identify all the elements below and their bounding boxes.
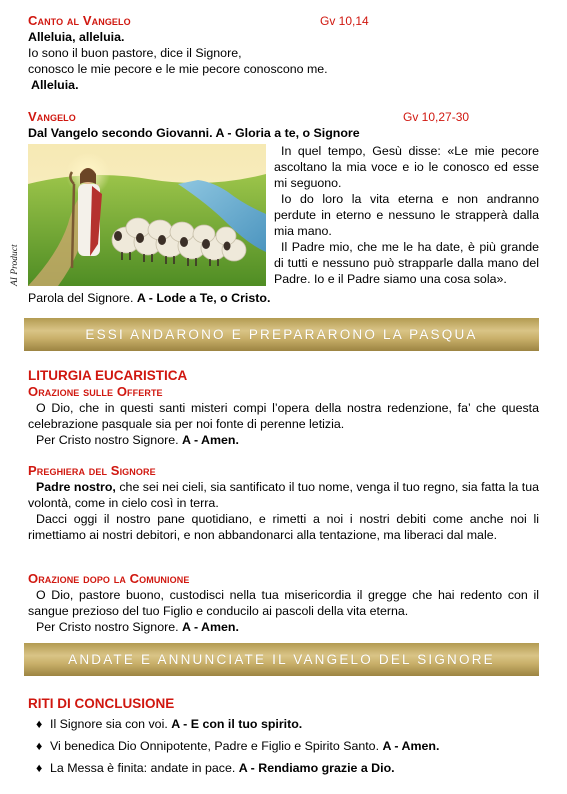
offerte-response: A - Amen. bbox=[182, 433, 239, 447]
image-caption: AI Product bbox=[10, 244, 20, 286]
riti-heading: RITI DI CONCLUSIONE bbox=[28, 696, 175, 711]
preghiera-body-1: che sei nei cieli, sia santificato il tuo nome, venga il tuo regno, sia fatta la tua volontà, come in cielo così in terra. bbox=[28, 480, 539, 510]
vangelo-intro: Dal Vangelo secondo Giovanni. A - Gloria a te, o Signore bbox=[28, 126, 360, 140]
canto-line-2: Io sono il buon pastore, dice il Signore, bbox=[28, 46, 242, 60]
riti-item-2 bbox=[36, 738, 439, 754]
canto-line-4: Alleluia. bbox=[31, 78, 79, 92]
vangelo-paragraph-2: Io do loro la vita eterna e non andranno perdute in eterno e nessuno le strapperà dalla mia mano. bbox=[274, 192, 539, 238]
comunione-closing bbox=[36, 619, 239, 635]
riti-item-3-response: A - Rendiamo grazie a Dio. bbox=[238, 761, 395, 775]
preghiera-start: Padre nostro, bbox=[36, 480, 116, 494]
riti-item-1 bbox=[36, 716, 302, 732]
canto-title: Canto al Vangelo bbox=[28, 13, 131, 28]
comunione-closing-text: Per Cristo nostro Signore. bbox=[36, 620, 179, 634]
shepherd-image bbox=[28, 144, 266, 286]
offerte-closing bbox=[36, 432, 239, 448]
section-band-pasqua: ESSI ANDARONO E PREPARARONO LA PASQUA bbox=[24, 318, 539, 351]
riti-item-2-text: Vi benedica Dio Onnipotente, Padre e Figlio e Spirito Santo. bbox=[50, 739, 380, 753]
riti-item-3-text: La Messa è finita: andate in pace. bbox=[50, 761, 236, 775]
offerte-title: Orazione sulle Offerte bbox=[28, 384, 163, 399]
vangelo-paragraph-1: In quel tempo, Gesù disse: «Le mie pecore ascoltano la mia voce e io le conosco ed esse mi seguono. bbox=[274, 144, 539, 190]
vangelo-paragraph-3: Il Padre mio, che me le ha date, è più grande di tutti e nessuno può strapparle dalla mano del Padre. Io e il Padre siamo una cosa sola». bbox=[274, 240, 539, 286]
vangelo-closing-text: Parola del Signore. bbox=[28, 291, 134, 305]
preghiera-text-2: Dacci oggi il nostro pane quotidiano, e rimetti a noi i nostri debiti come anche noi li rimettiamo ai nostri debitori, e non abbandonarci alla tentazione, ma liberaci dal male. bbox=[28, 512, 539, 542]
canto-line-1: Alleluia, alleluia. bbox=[28, 30, 125, 44]
canto-line-3: conosco le mie pecore e le mie pecore conoscono me. bbox=[28, 62, 328, 76]
comunione-text: O Dio, pastore buono, custodisci nella tua misericordia il gregge che hai redento con il sangue prezioso del tuo Figlio e conducilo ai pascoli della vita eterna. bbox=[28, 588, 539, 618]
offerte-closing-text: Per Cristo nostro Signore. bbox=[36, 433, 179, 447]
canto-ref: Gv 10,14 bbox=[320, 14, 369, 28]
vangelo-title: Vangelo bbox=[28, 109, 76, 124]
comunione-response: A - Amen. bbox=[182, 620, 239, 634]
riti-item-1-text: Il Signore sia con voi. bbox=[50, 717, 168, 731]
riti-item-2-response: A - Amen. bbox=[382, 739, 440, 753]
preghiera-title: Preghiera del Signore bbox=[28, 463, 156, 478]
comunione-title: Orazione dopo la Comunione bbox=[28, 571, 190, 586]
vangelo-closing-response: A - Lode a Te, o Cristo. bbox=[136, 291, 271, 305]
section-band-vangelo: ANDATE E ANNUNCIATE IL VANGELO DEL SIGNORE bbox=[24, 643, 539, 676]
image-caption-anchor bbox=[10, 244, 24, 287]
riti-item-3 bbox=[36, 760, 395, 776]
riti-item-1-response: A - E con il tuo spirito. bbox=[171, 717, 303, 731]
offerte-text: O Dio, che in questi santi misteri compi l’opera della nostra redenzione, fa’ che questa celebrazione pasquale sia per noi fonte di perenne letizia. bbox=[28, 401, 539, 431]
diamond-bullet-icon: ♦ bbox=[36, 761, 43, 775]
vangelo-ref: Gv 10,27-30 bbox=[403, 110, 470, 124]
liturgia-heading: LITURGIA EUCARISTICA bbox=[28, 368, 188, 383]
preghiera-text-1 bbox=[28, 479, 539, 511]
vangelo-closing bbox=[28, 290, 270, 306]
diamond-bullet-icon: ♦ bbox=[36, 739, 43, 753]
diamond-bullet-icon: ♦ bbox=[36, 717, 43, 731]
